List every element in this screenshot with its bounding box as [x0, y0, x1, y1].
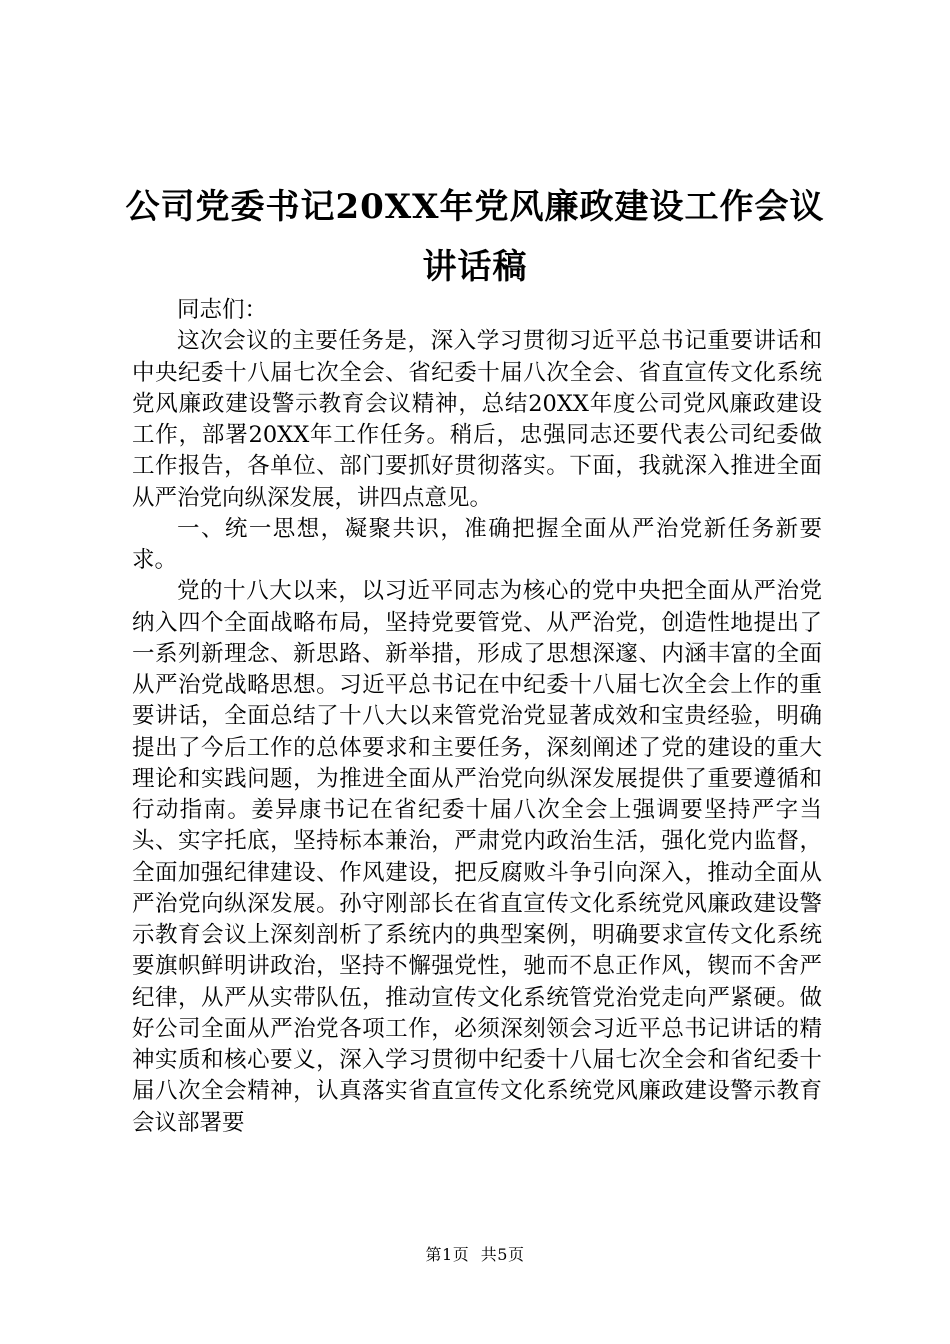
- document-body: [132, 295, 822, 1139]
- page-number-current: 第1页: [425, 1245, 470, 1264]
- page-number-total: 共5页: [480, 1245, 525, 1264]
- document-title-line2: 讲话稿: [422, 247, 528, 287]
- body-paragraph-section-1: 党的十八大以来，以习近平同志为核心的党中央把全面从严治党纳入四个全面战略布局，坚持党要管党、从严治党，创造性地提出了一系列新理念、新思路、新举措，形成了思想深邃、内涵丰富的全面从严治党战略思想。习近平总书记在中纪委十八届七次全会上作的重要讲话，全面总结了十八大以来管党治党显著成效和宝贵经验，明确提出了今后工作的总体要求和主要任务，深刻阐述了党的建设的重大理论和实践问题，为推进全面从严治党向纵深发展提供了重要遵循和行动指南。姜异康书记在省纪委十届八次全会上强调要坚持严字当头、实字托底，坚持标本兼治，严肃党内政治生活，强化党内监督，全面加强纪律建设、作风建设，把反腐败斗争引向深入，推动全面从严治党向纵深发展。孙守刚部长在省直宣传文化系统党风廉政建设警示教育会议上深刻剖析了系统内的典型案例，明确要求宣传文化系统要旗帜鲜明讲政治，坚持不懈强党性，驰而不息正作风，锲而不舍严纪律，从严从实带队伍，推动宣传文化系统管党治党走向严紧硬。做好公司全面从严治党各项工作，必须深刻领会习近平总书记讲话的精神实质和核心要义，深入学习贯彻中纪委十八届七次全会和省纪委十届八次全会精神，认真落实省直宣传文化系统党风廉政建设警示教育会议部署要: [132, 578, 822, 1136]
- section-heading-1: 一、统一思想，凝聚共识，准确把握全面从严治党新任务新要求。: [132, 515, 822, 573]
- body-paragraph-intro: 这次会议的主要任务是，深入学习贯彻习近平总书记重要讲话和中央纪委十八届七次全会、省纪委十届八次全会、省直宣传文化系统党风廉政建设警示教育会议精神，总结20XX年度公司党风廉政建设工作，部署20XX年工作任务。稍后，忠强同志还要代表公司纪委做工作报告，各单位、部门要抓好贯彻落实。下面，我就深入推进全面从严治党向纵深发展，讲四点意见。: [132, 328, 822, 511]
- page-footer: [0, 1245, 950, 1265]
- salutation: 同志们：: [177, 297, 268, 323]
- document-title-line1: 公司党委书记20XX年党风廉政建设工作会议: [125, 187, 825, 227]
